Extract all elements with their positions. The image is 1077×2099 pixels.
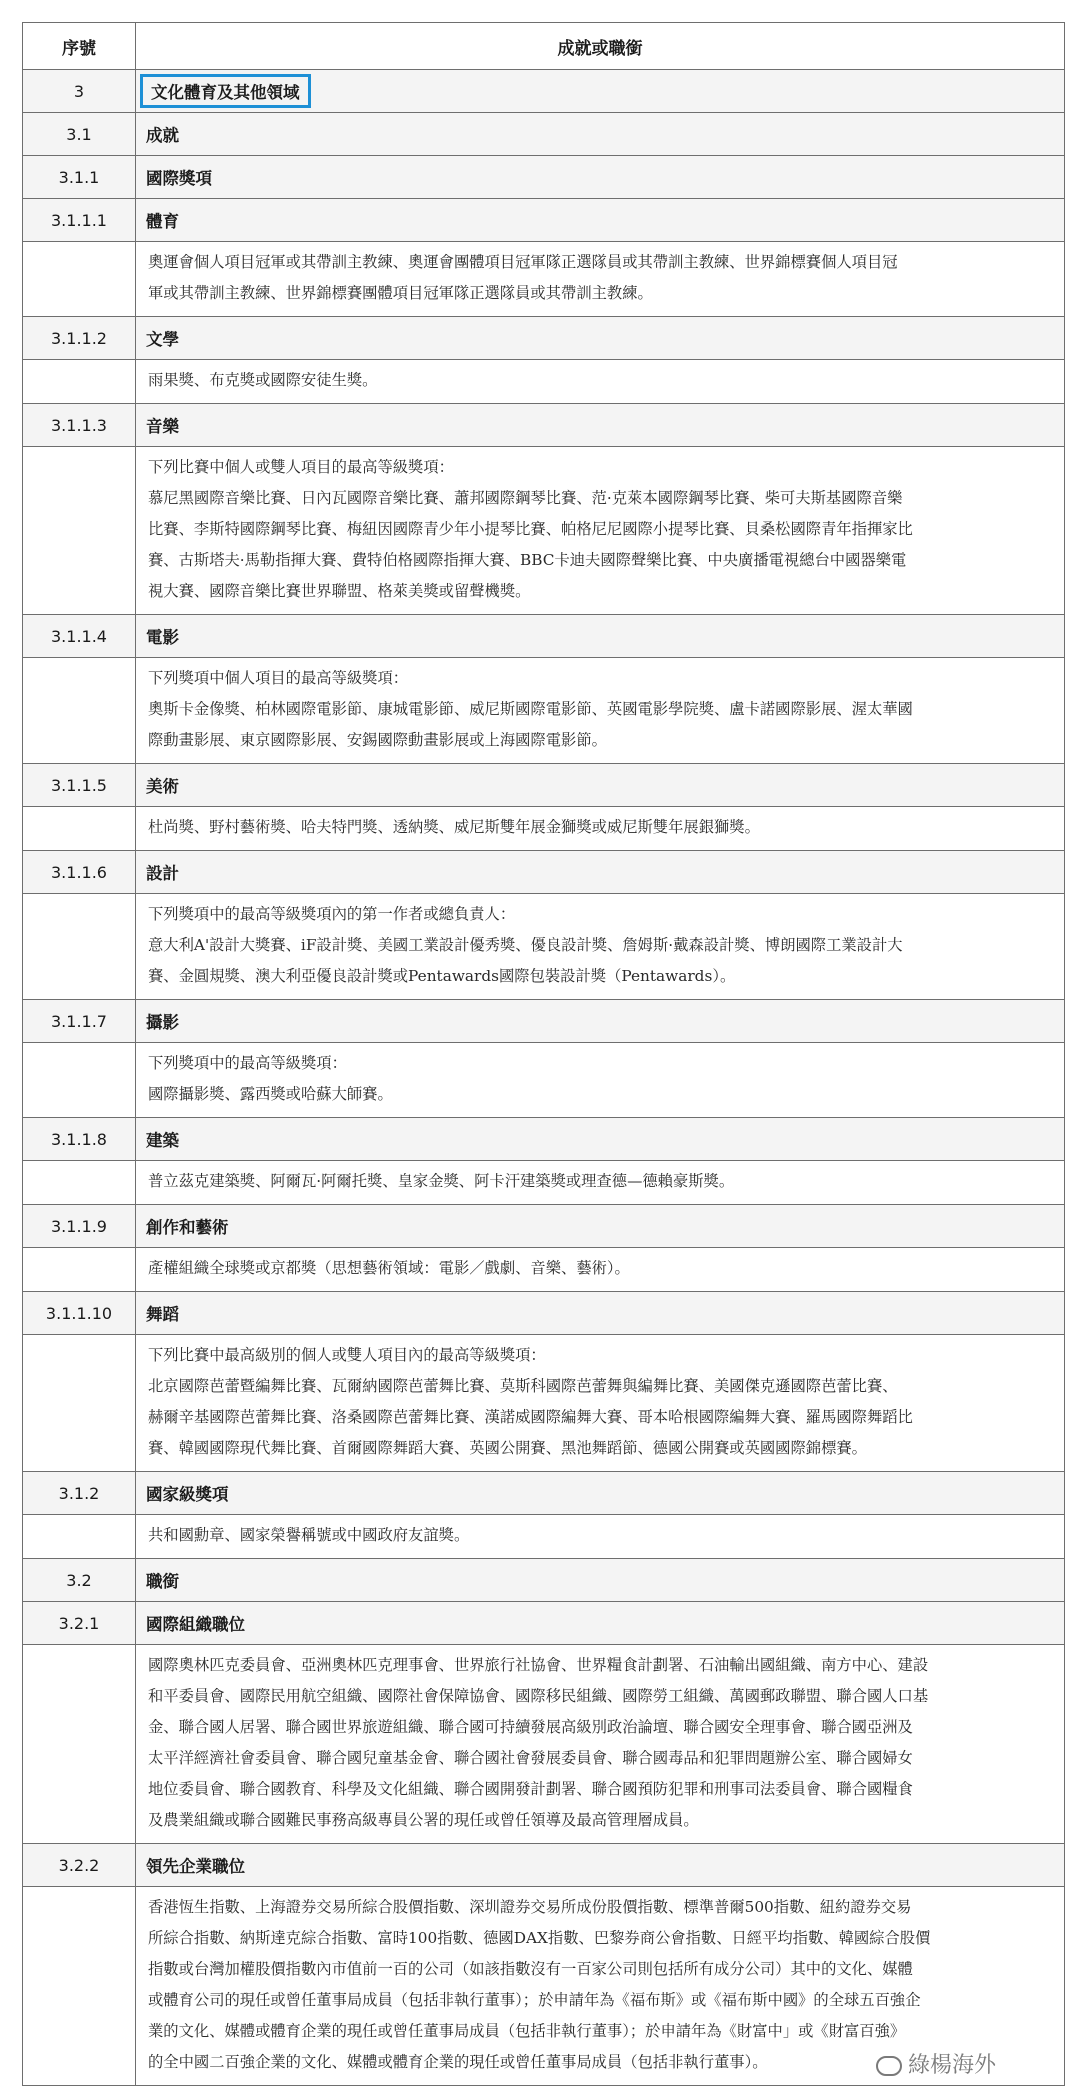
description-cell [136, 1645, 1065, 1844]
wechat-logo-icon [876, 2056, 902, 2076]
empty-serial-cell [23, 1161, 136, 1205]
description-line: 赫爾辛基國際芭蕾舞比賽、洛桑國際芭蕾舞比賽、漢諾威國際編舞大賽、哥本哈根國際編舞大賽、羅馬國際舞蹈比 [148, 1408, 913, 1426]
description-line: 及農業組織或聯合國難民事務高級專員公署的現任或曾任領導及最高管理層成員。 [148, 1811, 699, 1829]
serial-number: 3.1.1.2 [23, 317, 136, 360]
serial-number: 3.1.2 [23, 1472, 136, 1515]
description-line: 太平洋經濟社會委員會、聯合國兒童基金會、聯合國社會發展委員會、聯合國毒品和犯罪問題辦公室、聯合國婦女 [148, 1749, 913, 1767]
description-cell [136, 1248, 1065, 1292]
section-title: 領先企業職位 [136, 1844, 1065, 1887]
empty-serial-cell [23, 1515, 136, 1559]
section-row [23, 113, 1065, 156]
description-line: 下列獎項中個人項目的最高等級獎項： [148, 669, 409, 687]
empty-serial-cell [23, 1335, 136, 1472]
description-cell [136, 807, 1065, 851]
description-cell [136, 894, 1065, 1000]
empty-serial-cell [23, 1248, 136, 1292]
description-line: 普立茲克建築獎、阿爾瓦·阿爾托獎、皇家金獎、阿卡汗建築獎或理查德—德賴豪斯獎。 [148, 1172, 735, 1190]
description-row [23, 1515, 1065, 1559]
description-row [23, 1161, 1065, 1205]
description-line: 賽、韓國國際現代舞比賽、首爾國際舞蹈大賽、英國公開賽、黑池舞蹈節、德國公開賽或英國國際錦標賽。 [148, 1439, 867, 1457]
section-row [23, 1205, 1065, 1248]
section-title: 國家級獎項 [136, 1472, 1065, 1515]
section-row [23, 317, 1065, 360]
section-title: 職銜 [136, 1559, 1065, 1602]
description-line: 奧斯卡金像獎、柏林國際電影節、康城電影節、威尼斯國際電影節、英國電影學院獎、盧卡諾國際影展、渥太華國 [148, 700, 913, 718]
description-cell [136, 447, 1065, 615]
description-row [23, 1043, 1065, 1118]
description-cell [136, 1161, 1065, 1205]
section-title: 體育 [136, 199, 1065, 242]
serial-number: 3.1.1.8 [23, 1118, 136, 1161]
section-title: 舞蹈 [136, 1292, 1065, 1335]
serial-number: 3.1.1.7 [23, 1000, 136, 1043]
description-cell [136, 1335, 1065, 1472]
serial-number: 3.1.1.6 [23, 851, 136, 894]
section-title: 文學 [136, 317, 1065, 360]
highlighted-section-title: 文化體育及其他領域 [140, 74, 311, 108]
description-line: 下列比賽中個人或雙人項目的最高等級獎項： [148, 458, 454, 476]
section-title: 美術 [136, 764, 1065, 807]
description-line: 杜尚獎、野村藝術獎、哈夫特門獎、透納獎、威尼斯雙年展金獅獎或威尼斯雙年展銀獅獎。 [148, 818, 760, 836]
description-line: 軍或其帶訓主教練、世界錦標賽團體項目冠軍隊正選隊員或其帶訓主教練。 [148, 284, 653, 302]
empty-serial-cell [23, 807, 136, 851]
description-line: 或體育公司的現任或曾任董事局成員（包括非執行董事）；於申請年為《福布斯》或《福布斯中國》的全球五百強企 [148, 1991, 921, 2009]
description-line: 和平委員會、國際民用航空組織、國際社會保障協會、國際移民組織、國際勞工組織、萬國郵政聯盟、聯合國人口基 [148, 1687, 929, 1705]
description-line: 國際攝影獎、露西獎或哈蘇大師賽。 [148, 1085, 393, 1103]
serial-number: 3.2.2 [23, 1844, 136, 1887]
description-line: 奧運會個人項目冠軍或其帶訓主教練、奧運會團體項目冠軍隊正選隊員或其帶訓主教練、世界錦標賽個人項目冠 [148, 253, 898, 271]
description-cell [136, 658, 1065, 764]
description-line: 賽、金圓規獎、澳大利亞優良設計獎或Pentawards國際包裝設計獎（Pentawards）。 [148, 967, 736, 985]
section-title: 音樂 [136, 404, 1065, 447]
description-row [23, 1248, 1065, 1292]
achievement-table [22, 22, 1065, 2086]
description-line: 業的文化、媒體或體育企業的現任或曾任董事局成員（包括非執行董事）；於申請年為《財富中」或《財富百強》 [148, 2022, 906, 2040]
serial-number: 3.1.1.3 [23, 404, 136, 447]
serial-number: 3.1.1.4 [23, 615, 136, 658]
empty-serial-cell [23, 658, 136, 764]
description-cell [136, 1043, 1065, 1118]
section-title: 攝影 [136, 1000, 1065, 1043]
description-line: 指數或台灣加權股價指數內市值前一百的公司（如該指數沒有一百家公司則包括所有成分公司）其中的文化、媒體 [148, 1960, 913, 1978]
section-row [23, 199, 1065, 242]
section-row [23, 1602, 1065, 1645]
section-row [23, 1118, 1065, 1161]
section-row [23, 764, 1065, 807]
section-row [23, 404, 1065, 447]
serial-number: 3.2 [23, 1559, 136, 1602]
description-line: 北京國際芭蕾暨編舞比賽、瓦爾納國際芭蕾舞比賽、莫斯科國際芭蕾舞與編舞比賽、美國傑克遜國際芭蕾比賽、 [148, 1377, 898, 1395]
description-row [23, 1335, 1065, 1472]
empty-serial-cell [23, 360, 136, 404]
description-line: 地位委員會、聯合國教育、科學及文化組織、聯合國開發計劃署、聯合國預防犯罪和刑事司法委員會、聯合國糧食 [148, 1780, 913, 1798]
header-serial-number: 序號 [23, 23, 136, 70]
section-row [23, 156, 1065, 199]
section-title: 成就 [136, 113, 1065, 156]
section-row [23, 1472, 1065, 1515]
empty-serial-cell [23, 1645, 136, 1844]
description-line: 金、聯合國人居署、聯合國世界旅遊組織、聯合國可持續發展高級別政治論壇、聯合國安全理事會、聯合國亞洲及 [148, 1718, 913, 1736]
section-row [23, 1844, 1065, 1887]
section-title: 國際獎項 [136, 156, 1065, 199]
description-line: 下列獎項中的最高等級獎項內的第一作者或總負責人： [148, 905, 516, 923]
description-line: 下列比賽中最高級別的個人或雙人項目內的最高等級獎項： [148, 1346, 546, 1364]
description-line: 所綜合指數、納斯達克綜合指數、富時100指數、德國DAX指數、巴黎券商公會指數、日經平均指數、韓國綜合股價 [148, 1929, 931, 1947]
description-line: 香港恆生指數、上海證券交易所綜合股價指數、深圳證券交易所成份股價指數、標準普爾500指數、紐約證券交易 [148, 1898, 912, 1916]
table-header-row [23, 23, 1065, 70]
description-line: 下列獎項中的最高等級獎項： [148, 1054, 347, 1072]
section-row [23, 1000, 1065, 1043]
wechat-watermark [876, 2048, 996, 2079]
serial-number: 3.1.1 [23, 156, 136, 199]
serial-number: 3.1.1.10 [23, 1292, 136, 1335]
section-title: 創作和藝術 [136, 1205, 1065, 1248]
description-row [23, 807, 1065, 851]
empty-serial-cell [23, 1043, 136, 1118]
watermark-text: 綠楊海外 [908, 2053, 997, 2078]
description-line: 雨果獎、布克獎或國際安徒生獎。 [148, 371, 378, 389]
description-row [23, 894, 1065, 1000]
table-body [23, 70, 1065, 2086]
description-row [23, 1645, 1065, 1844]
description-row [23, 447, 1065, 615]
section-title: 國際組織職位 [136, 1602, 1065, 1645]
section-row [23, 70, 1065, 113]
description-row [23, 658, 1065, 764]
empty-serial-cell [23, 894, 136, 1000]
description-line: 視大賽、國際音樂比賽世界聯盟、格萊美獎或留聲機獎。 [148, 582, 531, 600]
description-row [23, 242, 1065, 317]
serial-number: 3.1.1.1 [23, 199, 136, 242]
serial-number: 3 [23, 70, 136, 113]
description-cell [136, 360, 1065, 404]
description-line: 慕尼黑國際音樂比賽、日內瓦國際音樂比賽、蕭邦國際鋼琴比賽、范·克萊本國際鋼琴比賽、柴可夫斯基國際音樂 [148, 489, 903, 507]
description-line: 共和國勳章、國家榮譽稱號或中國政府友誼獎。 [148, 1526, 470, 1544]
section-title: 設計 [136, 851, 1065, 894]
section-row [23, 851, 1065, 894]
section-row [23, 615, 1065, 658]
serial-number: 3.1 [23, 113, 136, 156]
description-cell [136, 1515, 1065, 1559]
serial-number: 3.1.1.5 [23, 764, 136, 807]
section-row [23, 1559, 1065, 1602]
description-cell [136, 242, 1065, 317]
description-line: 意大利A'設計大獎賽、iF設計獎、美國工業設計優秀獎、優良設計獎、詹姆斯·戴森設計獎、博朗國際工業設計大 [148, 936, 903, 954]
section-title-cell [136, 70, 1065, 113]
section-row [23, 1292, 1065, 1335]
description-line: 比賽、李斯特國際鋼琴比賽、梅紐因國際青少年小提琴比賽、帕格尼尼國際小提琴比賽、貝桑松國際青年指揮家比 [148, 520, 913, 538]
section-title: 電影 [136, 615, 1065, 658]
description-line: 賽、古斯塔夫·馬勒指揮大賽、費特伯格國際指揮大賽、BBC卡迪夫國際聲樂比賽、中央廣播電視總台中國器樂電 [148, 551, 907, 569]
empty-serial-cell [23, 447, 136, 615]
serial-number: 3.2.1 [23, 1602, 136, 1645]
description-line: 國際奧林匹克委員會、亞洲奧林匹克理事會、世界旅行社協會、世界糧食計劃署、石油輸出國組織、南方中心、建設 [148, 1656, 929, 1674]
description-row [23, 360, 1065, 404]
header-achievement-title: 成就或職銜 [136, 23, 1065, 70]
empty-serial-cell [23, 242, 136, 317]
serial-number: 3.1.1.9 [23, 1205, 136, 1248]
empty-serial-cell [23, 1887, 136, 2086]
description-line: 產權組織全球獎或京都獎（思想藝術領域：電影／戲劇、音樂、藝術）。 [148, 1259, 630, 1277]
section-title: 建築 [136, 1118, 1065, 1161]
description-line: 際動畫影展、東京國際影展、安錫國際動畫影展或上海國際電影節。 [148, 731, 607, 749]
description-line: 的全中國二百強企業的文化、媒體或體育企業的現任或曾任董事局成員（包括非執行董事）。 [148, 2053, 768, 2071]
